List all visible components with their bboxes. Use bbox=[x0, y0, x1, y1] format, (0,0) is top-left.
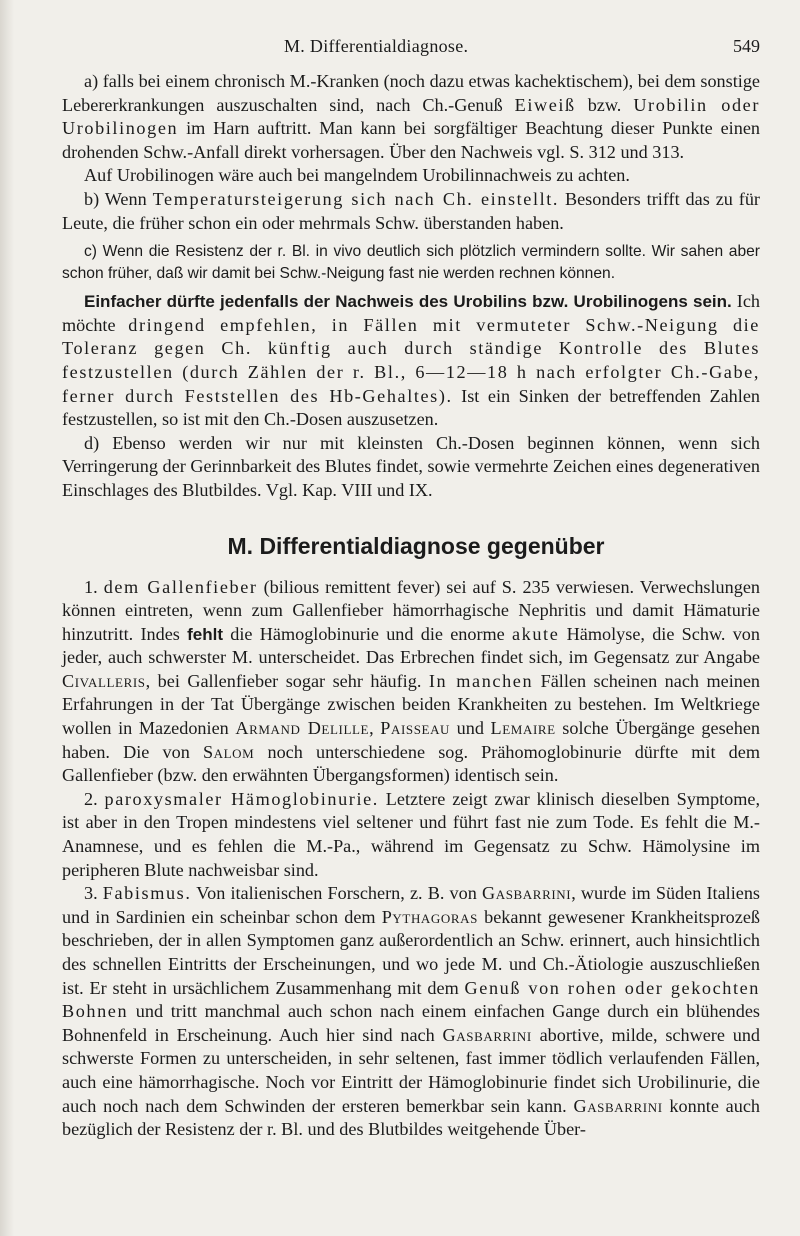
list-item-haemoglobinurie bbox=[62, 788, 760, 882]
text: und bbox=[450, 718, 491, 739]
text: , wurde im Süden Italiens und in Sardinien ein scheinbar schon dem bbox=[62, 883, 761, 927]
spaced-text: dem Gallenfieber bbox=[103, 576, 258, 597]
spaced-text: paroxysmaler Hämoglobinurie. bbox=[104, 788, 379, 809]
bold-text: fehlt bbox=[187, 624, 224, 644]
text: a) falls bei einem chronisch M.-Kranken (noch dazu etwas kachektischem), bei dem sonstige Lebererkrankungen auszuschalten sind, nach Ch.-Genuß bbox=[62, 71, 760, 115]
text: abortive, milde, schwere und schwerste Formen zu unterscheiden, in sehr seltenen, fast immer tödlich verlaufenden Fällen, auch eine hämorrhagische. Noch vor Eintritt der Hämoglobinurie findet sich Urobilinurie, die auch noch nach dem Schwinden der ersteren bemerkbar sein kann. bbox=[62, 1024, 761, 1116]
page-number: 549 bbox=[733, 36, 760, 56]
paragraph-a bbox=[62, 70, 760, 164]
author-name: Paisseau bbox=[380, 718, 451, 739]
spaced-text: dringend empfehlen, in Fällen mit vermuteter Schw.-Neigung die Toleranz gegen Ch. künftig auch durch ständige Kontrolle des Blutes festzustellen (durch Zählen der r. Bl., 6—12—18 h nach erfolgter Ch.-Gabe, ferner durch Feststellen des Hb-Gehaltes). bbox=[62, 314, 760, 406]
paragraph-urobilinogen: Auf Urobilinogen wäre auch bei mangelndem Urobilinnachweis zu achten. bbox=[84, 165, 630, 186]
bold-text: Einfacher dürfte jedenfalls der Nachweis des Urobilins bzw. Urobilinogens sein. bbox=[84, 292, 732, 312]
spaced-text: akute bbox=[512, 623, 560, 644]
text: konnte auch bezüglich der Resistenz der r. Bl. und des Blutbildes weitgehende Über- bbox=[62, 1095, 760, 1140]
list-item-gallenfieber bbox=[62, 576, 760, 788]
spaced-text: Eiweiß bbox=[514, 94, 576, 115]
author-name: Gasbarrini bbox=[442, 1024, 532, 1045]
author-name: Civalleris bbox=[62, 670, 146, 691]
author-name: Gasbarrini bbox=[481, 883, 572, 904]
text: 3. bbox=[84, 883, 103, 904]
spaced-text: Urobilin oder Urobilinogen bbox=[62, 94, 761, 139]
author-name: Salom bbox=[202, 741, 255, 762]
text: , bei Gallenfieber sogar sehr häufig. bbox=[145, 670, 429, 691]
text: , bbox=[369, 718, 381, 739]
text: 2. bbox=[84, 788, 105, 809]
spaced-text: Fabismus. bbox=[102, 883, 192, 904]
text: Besonders trifft das zu für Leute, die früher schon ein oder mehrmals Schw. überstanden haben. bbox=[62, 188, 760, 233]
author-name: Armand Delille bbox=[235, 718, 370, 739]
spaced-text: Genuß von rohen oder gekochten Bohnen bbox=[62, 977, 760, 1022]
author-name: Lemaire bbox=[490, 718, 556, 739]
section-heading: M. Differentialdiagnose gegenüber bbox=[227, 532, 605, 559]
text: Hämolyse, die Schw. von jeder, auch schwerster M. unterscheidet. Das Erbrechen findet sich, im Gegensatz zur Angabe bbox=[62, 623, 760, 668]
page-gutter-shadow bbox=[0, 0, 14, 1236]
paragraph-c: c) Wenn die Resistenz der r. Bl. in vivo deutlich sich plötzlich vermindern sollte. Wir sahen aber schon früher, daß wir damit bei Schw.-Neigung fast nie werden rechnen können. bbox=[62, 243, 760, 282]
running-header bbox=[62, 36, 760, 64]
text: Von italienischen Forschern, z. B. von bbox=[191, 883, 482, 904]
text: Ich möchte bbox=[62, 291, 760, 335]
running-title: M. Differentialdiagnose. bbox=[284, 36, 469, 56]
spaced-text: In manchen bbox=[428, 670, 534, 691]
text: im Harn auftritt. Man kann bei sorgfältiger Beachtung dieser Punkte einen drohenden Schw.-Anfall direkt vorhersagen. Über den Nachweis vgl. S. 312 und 313. bbox=[62, 118, 760, 162]
text: solche Übergänge gesehen haben. Die von bbox=[62, 718, 761, 762]
text: bekannt gewesener Krankheitsprozeß beschrieben, der in allen Symptomen ganz außerordentlich an Schw. erinnert, auch hinsichtlich des schnellen Eintritts der Erscheinungen, und wo jede M. und Ch.-Ätiologie auszuschließen ist. Er steht in ursächlichem Zusammenhang mit dem bbox=[62, 906, 760, 998]
text: Ist ein Sinken der betreffenden Zahlen festzustellen, so ist mit den Ch.-Dosen auszusetzen. bbox=[62, 385, 760, 430]
spaced-text: Temperatursteigerung sich nach Ch. einstellt. bbox=[152, 188, 560, 209]
text: und tritt manchmal auch schon nach einem einfachen Gange durch ein blühendes Bohnenfeld in Erscheinung. Auch hier sind nach bbox=[62, 1001, 760, 1045]
paragraph-d: d) Ebenso werden wir nur mit kleinsten Ch.-Dosen beginnen können, wenn sich Verringerung der Gerinnbarkeit des Blutes findet, sowie vermehrte Zeichen eines degenerativen Einschlages des Blutbildes. Vgl. Kap. VIII und IX. bbox=[62, 432, 760, 500]
text: Fällen scheinen nach meinen Erfahrungen in der Tat Übergänge zwischen beiden Krankheiten zu bestehen. Im Weltkriege wollen in Mazedonien bbox=[62, 670, 761, 739]
text: bzw. bbox=[575, 94, 634, 115]
list-item-fabismus bbox=[62, 882, 760, 1142]
author-name: Pythagoras bbox=[381, 906, 478, 927]
paragraph-recommendation bbox=[62, 290, 760, 432]
text: noch unterschiedene sog. Prähomoglobinurie dürfte mit dem Gallenfieber (bzw. den erwähnten Übergangsformen) identisch sein. bbox=[62, 741, 760, 786]
text: 1. bbox=[84, 576, 104, 597]
author-name: Gasbarrini bbox=[573, 1095, 663, 1116]
text: b) Wenn bbox=[84, 188, 153, 209]
text: Letztere zeigt zwar klinisch dieselben Symptome, ist aber in den Tropen mindestens viel seltener und führt fast nie zum Tode. Es fehlt die M.-Anamnese, und es fehlen die M.-Pa., während im Gegensatz zu Schw. Hämolysine im peripheren Blute nachweisbar sind. bbox=[62, 788, 760, 880]
text: (bilious remittent fever) sei auf S. 235 verwiesen. Verwechslungen können eintreten, wenn zum Gallenfieber hämorrhagische Nephritis und damit Hämaturie hinzutritt. Indes bbox=[62, 576, 761, 644]
text: die Hämoglobinurie und die enorme bbox=[223, 623, 512, 644]
paragraph-b bbox=[62, 188, 760, 235]
